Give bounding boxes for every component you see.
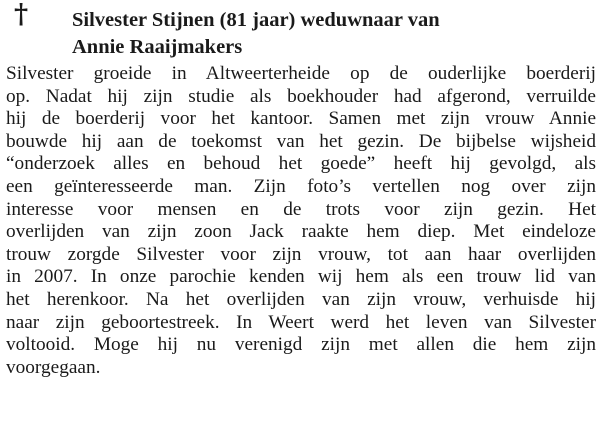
body-line: overlijden van zijn zoon Jack raakte hem diep. Met eindeloze: [6, 221, 596, 243]
heading-line: Annie Raaijmakers: [72, 36, 243, 58]
body-line: voltooid. Moge hij nu verenigd zijn met allen die hem zijn: [6, 334, 596, 356]
heading-line: Silvester Stijnen (81 jaar) weduwnaar van: [72, 9, 440, 31]
body-line: trouw zorgde Silvester voor zijn vrouw, tot aan haar overlijden: [6, 243, 596, 265]
body-line: op. Nadat hij zijn studie als boekhouder had afgerond, verruilde: [6, 85, 596, 107]
body-line: bouwde hij aan de toekomst van het gezin. De bijbelse wijsheid: [6, 130, 596, 152]
body-line: “onderzoek alles en behoud het goede” heeft hij gevolgd, als: [6, 153, 596, 175]
cross-icon: †: [14, 0, 29, 30]
body-line: hij de boerderij voor het kantoor. Samen met zijn vrouw Annie: [6, 108, 596, 130]
body-line: Silvester groeide in Altweerterheide op de ouderlijke boerderij: [6, 63, 596, 84]
obituary-body: [6, 63, 596, 379]
body-line: een geïnteresseerde man. Zijn foto’s vertellen nog over zijn: [6, 175, 596, 197]
body-line: naar zijn geboortestreek. In Weert werd het leven van Silvester: [6, 311, 596, 333]
body-line: het herenkoor. Na het overlijden van zijn vrouw, verhuisde hij: [6, 288, 596, 310]
body-line: in 2007. In onze parochie kenden wij hem als een trouw lid van: [6, 266, 596, 288]
body-line: voorgegaan.: [6, 356, 101, 378]
body-line: interesse voor mensen en de trots voor zijn gezin. Het: [6, 198, 596, 220]
obituary-heading: [72, 7, 592, 61]
